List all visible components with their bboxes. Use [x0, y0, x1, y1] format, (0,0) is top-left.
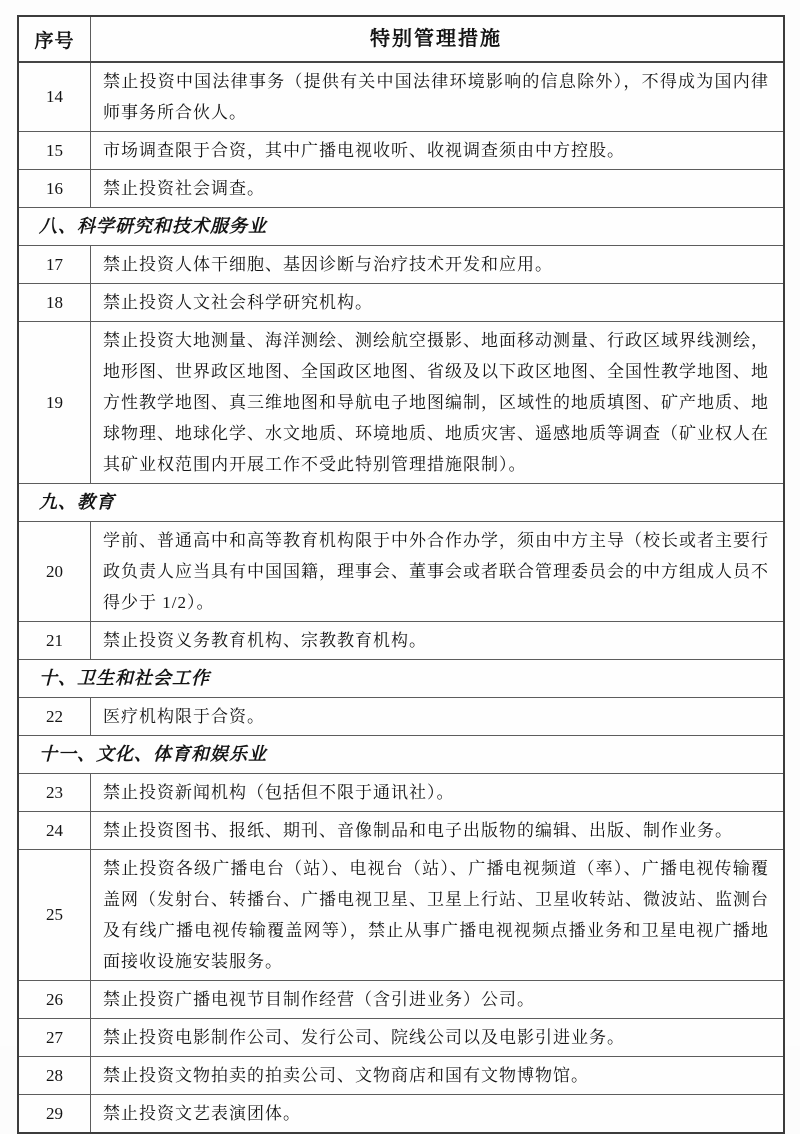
row-measure-text: 学前、普通高中和高等教育机构限于中外合作办学，须由中方主导（校长或者主要行政负责人应当具有中国国籍，理事会、董事会或者联合管理委员会的中方组成人员不得少于 1/2）。	[103, 531, 769, 612]
section-title: 十一、文化、体育和娱乐业	[39, 744, 267, 764]
table-row	[19, 980, 783, 1018]
table-row	[19, 621, 783, 659]
row-measure-text: 禁止投资义务教育机构、宗教教育机构。	[103, 631, 427, 650]
table-row	[19, 697, 783, 735]
row-measure-text: 禁止投资新闻机构（包括但不限于通讯社）。	[103, 783, 455, 802]
row-number: 18	[19, 284, 91, 321]
row-measure-text: 禁止投资各级广播电台（站）、电视台（站）、广播电视频道（率）、广播电视传输覆盖网（发射台、转播台、广播电视卫星、卫星上行站、卫星收转站、微波站、监测台及有线广播电视传输覆盖网等），禁止从事广播电视视频点播业务和卫星电视广播地面接收设施安装服务。	[103, 859, 769, 971]
header-cell-special-measures: 特别管理措施	[370, 27, 502, 50]
row-number: 19	[19, 322, 91, 483]
row-number: 15	[19, 132, 91, 169]
row-number: 16	[19, 170, 91, 207]
row-measure-text: 禁止投资人文社会科学研究机构。	[103, 293, 373, 312]
row-number: 29	[19, 1095, 91, 1132]
table-row	[19, 131, 783, 169]
table-row	[19, 61, 783, 131]
row-measure-text: 禁止投资图书、报纸、期刊、音像制品和电子出版物的编辑、出版、制作业务。	[103, 821, 733, 840]
row-number: 14	[19, 63, 91, 131]
row-measure-text: 市场调查限于合资，其中广播电视收听、收视调查须由中方控股。	[103, 141, 625, 160]
row-measure-text: 禁止投资社会调查。	[103, 179, 265, 198]
row-number: 20	[19, 522, 91, 621]
table-row	[19, 1018, 783, 1056]
row-measure-text: 禁止投资大地测量、海洋测绘、测绘航空摄影、地面移动测量、行政区域界线测绘，地形图、世界政区地图、全国政区地图、省级及以下政区地图、全国性教学地图、地方性教学地图、真三维地图和导航电子地图编制，区域性的地质填图、矿产地质、地球物理、地球化学、水文地质、环境地质、地质灾害、遥感地质等调查（矿业权人在其矿业权范围内开展工作不受此特别管理措施限制）。	[103, 331, 769, 474]
row-measure-text: 禁止投资广播电视节目制作经营（含引进业务）公司。	[103, 990, 535, 1009]
row-measure-text: 禁止投资人体干细胞、基因诊断与治疗技术开发和应用。	[103, 255, 553, 274]
table-row	[19, 773, 783, 811]
section-title: 八、科学研究和技术服务业	[39, 216, 267, 236]
row-number: 24	[19, 812, 91, 849]
table-row	[19, 321, 783, 483]
table-row	[19, 283, 783, 321]
table-row	[19, 169, 783, 207]
row-number: 27	[19, 1019, 91, 1056]
row-number: 28	[19, 1057, 91, 1094]
row-number: 17	[19, 246, 91, 283]
row-measure-text: 禁止投资文艺表演团体。	[103, 1104, 301, 1123]
section-header-row	[19, 207, 783, 245]
section-header-row	[19, 735, 783, 773]
row-number: 25	[19, 850, 91, 980]
table-row	[19, 849, 783, 980]
section-header-row	[19, 483, 783, 521]
section-header-row	[19, 659, 783, 697]
row-measure-text: 禁止投资电影制作公司、发行公司、院线公司以及电影引进业务。	[103, 1028, 625, 1047]
row-number: 21	[19, 622, 91, 659]
table-header-row	[19, 17, 783, 61]
table-row	[19, 1094, 783, 1132]
table-row	[19, 811, 783, 849]
row-number: 26	[19, 981, 91, 1018]
special-measures-table	[17, 15, 785, 1134]
row-measure-text: 禁止投资中国法律事务（提供有关中国法律环境影响的信息除外），不得成为国内律师事务所合伙人。	[103, 72, 769, 122]
section-title: 十、卫生和社会工作	[39, 668, 210, 688]
table-body	[19, 61, 783, 1132]
table-row	[19, 521, 783, 621]
row-number: 22	[19, 698, 91, 735]
row-measure-text: 禁止投资文物拍卖的拍卖公司、文物商店和国有文物博物馆。	[103, 1066, 589, 1085]
table-row	[19, 1056, 783, 1094]
table-row	[19, 245, 783, 283]
header-cell-serial-number: 序号	[19, 17, 91, 61]
row-measure-text: 医疗机构限于合资。	[103, 707, 265, 726]
row-number: 23	[19, 774, 91, 811]
section-title: 九、教育	[39, 492, 115, 512]
